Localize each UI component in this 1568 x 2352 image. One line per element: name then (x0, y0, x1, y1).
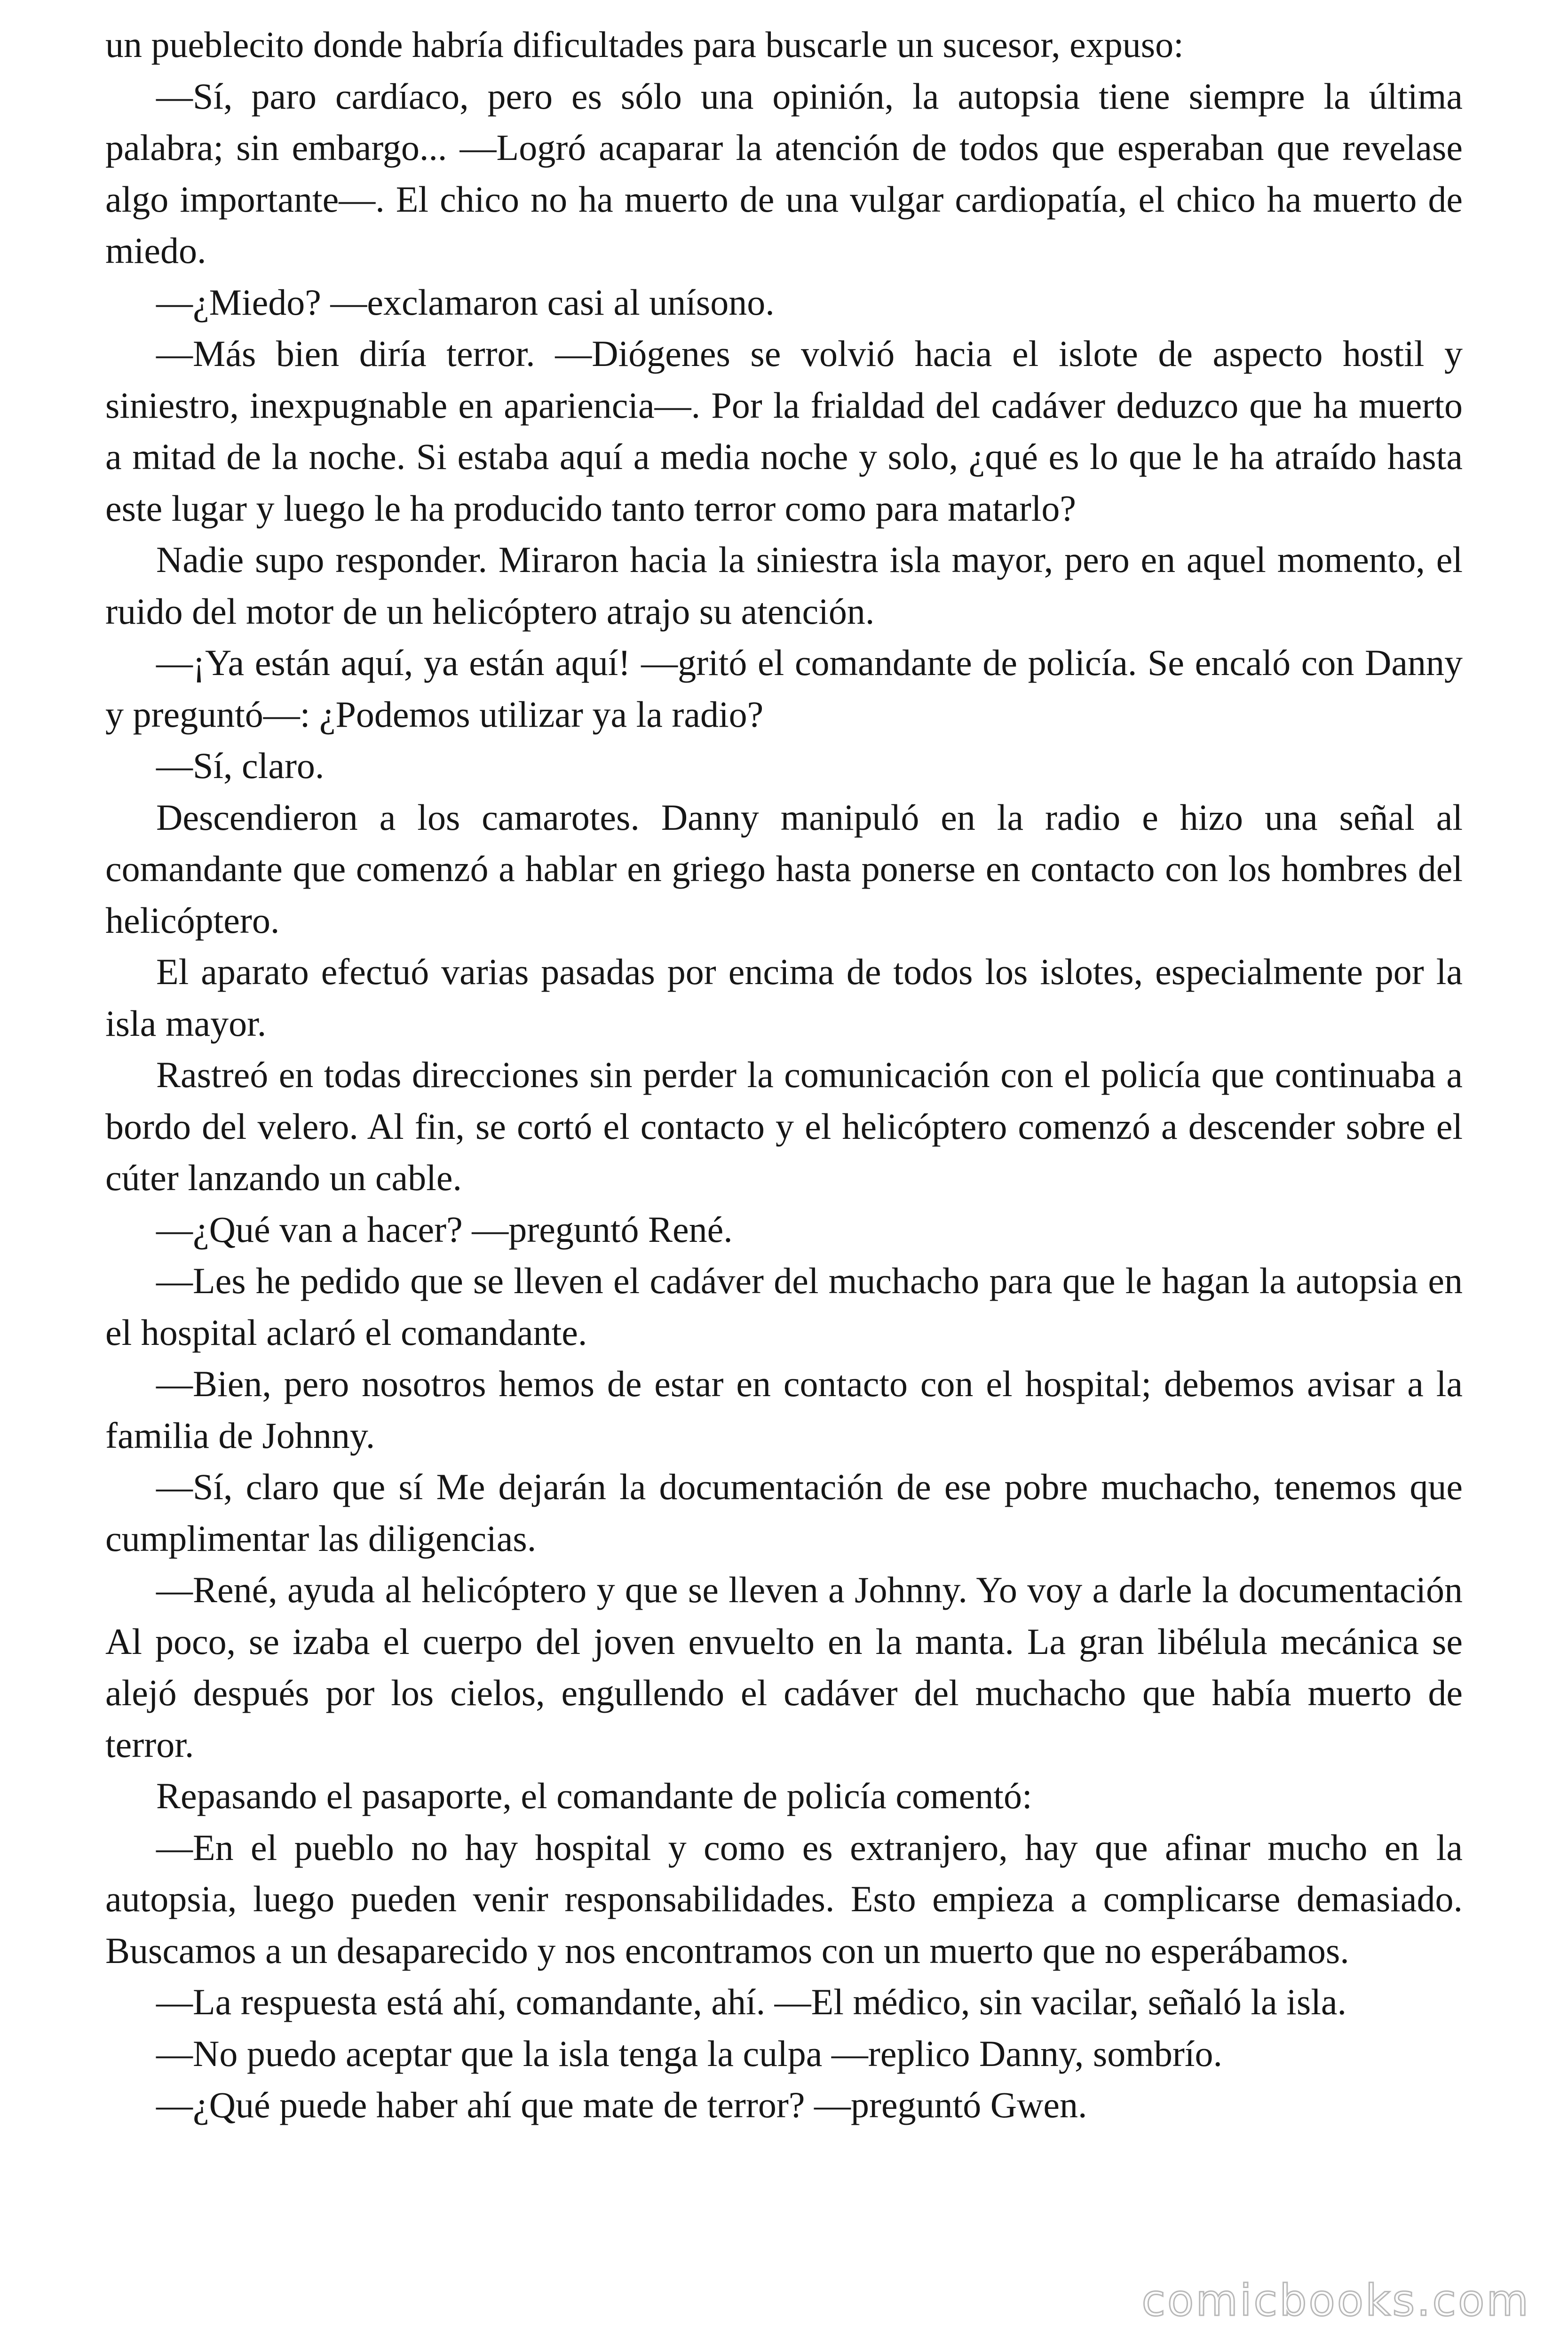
paragraph: —Sí, claro. (156, 745, 325, 786)
paragraph: Nadie supo responder. Miraron hacia la siniestra isla mayor, pero en aquel momento, el ruido del motor de un helicóptero atrajo su atención. (105, 539, 1463, 632)
paragraph: un pueblecito donde habría dificultades para buscarle un sucesor, expuso: (105, 24, 1184, 65)
paragraph: —Les he pedido que se lleven el cadáver del muchacho para que le hagan la autopsia en el hospital aclaró el comandante. (105, 1260, 1463, 1353)
paragraph: —Sí, paro cardíaco, pero es sólo una opinión, la autopsia tiene siempre la última palabra; sin embargo... —Logró acaparar la atención de todos que esperaban que revelase algo importante—. El chico no ha muerto de una vulgar cardiopatía, el chico ha muerto de miedo. (105, 75, 1463, 271)
paragraph: Repasando el pasaporte, el comandante de policía comentó: (156, 1775, 1032, 1816)
paragraph: Rastreó en todas direcciones sin perder la comunicación con el policía que continuaba a bordo del velero. Al fin, se cortó el contacto y el helicóptero comenzó a descender sobre el cúter lanzando un cable. (105, 1054, 1463, 1198)
paragraph: —Bien, pero nosotros hemos de estar en contacto con el hospital; debemos avisar a la familia de Johnny. (105, 1363, 1463, 1456)
paragraph: El aparato efectuó varias pasadas por encima de todos los islotes, especialmente por la isla mayor. (105, 951, 1463, 1044)
paragraph: —Más bien diría terror. —Diógenes se volvió hacia el islote de aspecto hostil y siniestro, inexpugnable en apariencia—. Por la frialdad del cadáver deduzco que ha muerto a mitad de la noche. Si estaba aquí a media noche y solo, ¿qué es lo que le ha atraído hasta este lugar y luego le ha producido tanto terror como para matarlo? (105, 333, 1463, 529)
paragraph: —En el pueblo no hay hospital y como es extranjero, hay que afinar mucho en la autopsia, luego pueden venir responsabilidades. Esto empieza a complicarse demasiado. Buscamos a un desaparecido y nos encontramos con un muerto que no esperábamos. (105, 1827, 1463, 1971)
paragraph: —¡Ya están aquí, ya están aquí! —gritó el comandante de policía. Se encaló con Danny y preguntó—: ¿Podemos utilizar ya la radio? (105, 642, 1463, 735)
paragraph: —¿Qué van a hacer? —preguntó René. (156, 1208, 733, 1250)
paragraph: —¿Miedo? —exclamaron casi al unísono. (156, 281, 775, 323)
page-text (105, 19, 1463, 2131)
paragraph: —Sí, claro que sí Me dejarán la documentación de ese pobre muchacho, tenemos que cumplimentar las diligencias. (105, 1466, 1463, 1559)
paragraph: —René, ayuda al helicóptero y que se lleven a Johnny. Yo voy a darle la documentación Al poco, se izaba el cuerpo del joven envuelto en la manta. La gran libélula mecánica se alejó después por los cielos, engullendo el cadáver del muchacho que había muerto de terror. (105, 1569, 1463, 1765)
paragraph: Descendieron a los camarotes. Danny manipuló en la radio e hizo una señal al comandante que comenzó a hablar en griego hasta ponerse en contacto con los hombres del helicóptero. (105, 796, 1463, 941)
paragraph: —No puedo aceptar que la isla tenga la culpa —replico Danny, sombrío. (156, 2033, 1223, 2074)
paragraph: —¿Qué puede haber ahí que mate de terror? —preguntó Gwen. (156, 2084, 1087, 2125)
paragraph: —La respuesta está ahí, comandante, ahí. —El médico, sin vacilar, señaló la isla. (156, 1981, 1347, 2022)
watermark-logo: comicbooks.com (1141, 2275, 1530, 2326)
